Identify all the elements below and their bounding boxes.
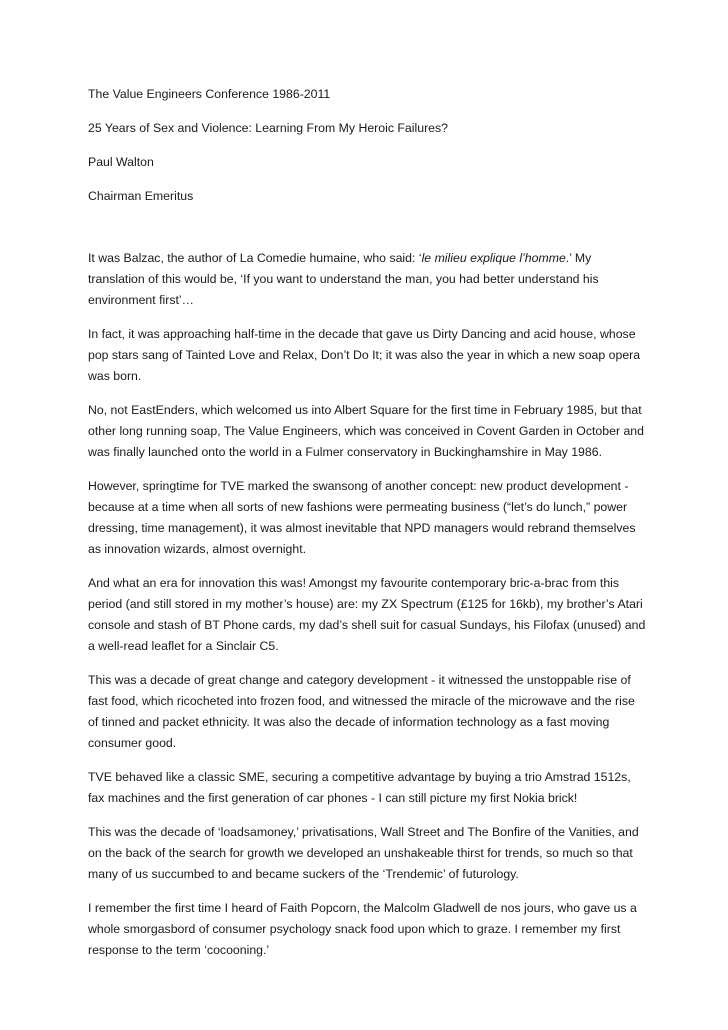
author-name: Paul Walton	[88, 155, 154, 169]
paragraph-category-development: This was a decade of great change and category development - it witnessed the unstoppable rise of fast food, which ricocheted into frozen food, and witnessed the miracle of the microwave and the rise of tinned and packet ethnicity. It was also the decade of information technology as a fast moving consumer good.	[88, 673, 635, 750]
conference-title: The Value Engineers Conference 1986-2011	[88, 87, 331, 101]
document-header	[88, 84, 648, 207]
paragraph-loadsamoney: This was the decade of ‘loadsamoney,’ privatisations, Wall Street and The Bonfire of the Vanities, and on the back of the search for growth we developed an unshakeable thirst for trends, so much so that many of us succumbed to and became suckers of the ‘Trendemic’ of futurology.	[88, 825, 639, 881]
paragraph-innovation-era: And what an era for innovation this was! Amongst my favourite contemporary bric-a-brac from this period (and still stored in my mother’s house) are: my ZX Spectrum (£125 for 16kb), my brother’s Atari console and stash of BT Phone cards, my dad’s shell suit for casual Sundays, his Filofax (unused) and a well-read leaflet for a Sinclair C5.	[88, 576, 646, 653]
document-page	[88, 84, 648, 974]
paragraph-balzac	[88, 248, 648, 311]
balzac-quote: le milieu explique l’homme	[421, 251, 566, 265]
paragraph-half-time: In fact, it was approaching half-time in the decade that gave us Dirty Dancing and acid house, whose pop stars sang of Tainted Love and Relax, Don’t Do It; it was also the year in which a new soap opera was born.	[88, 327, 641, 383]
paragraph-springtime: However, springtime for TVE marked the swansong of another concept: new product development - because at a time when all sorts of new fashions were permeating business (“let’s do lunch,” power dressing, time management), it was almost inevitable that NPD managers would rebrand themselves as innovation wizards, almost overnight.	[88, 479, 636, 556]
paragraph-faith-popcorn: I remember the first time I heard of Faith Popcorn, the Malcolm Gladwell de nos jours, who gave us a whole smorgasbord of consumer psychology snack food upon which to graze. I remember my first response to the term ‘cocooning.’	[88, 901, 637, 957]
paragraph-balzac-after: .’ My translation of this would be, ‘If you want to understand the man, you had better understand his environment first’…	[88, 251, 599, 307]
author-role: Chairman Emeritus	[88, 189, 194, 203]
talk-title: 25 Years of Sex and Violence: Learning From My Heroic Failures?	[88, 121, 448, 135]
paragraph-classic-sme: TVE behaved like a classic SME, securing a competitive advantage by buying a trio Amstrad 1512s, fax machines and the first generation of car phones - I can still picture my first Nokia brick!	[88, 770, 631, 805]
paragraph-eastenders: No, not EastEnders, which welcomed us into Albert Square for the first time in February 1985, but that other long running soap, The Value Engineers, which was conceived in Covent Garden in October and was finally launched onto the world in a Fulmer conservatory in Buckinghamshire in May 1986.	[88, 403, 644, 459]
paragraph-balzac-before: It was Balzac, the author of La Comedie humaine, who said: ‘	[88, 251, 422, 265]
